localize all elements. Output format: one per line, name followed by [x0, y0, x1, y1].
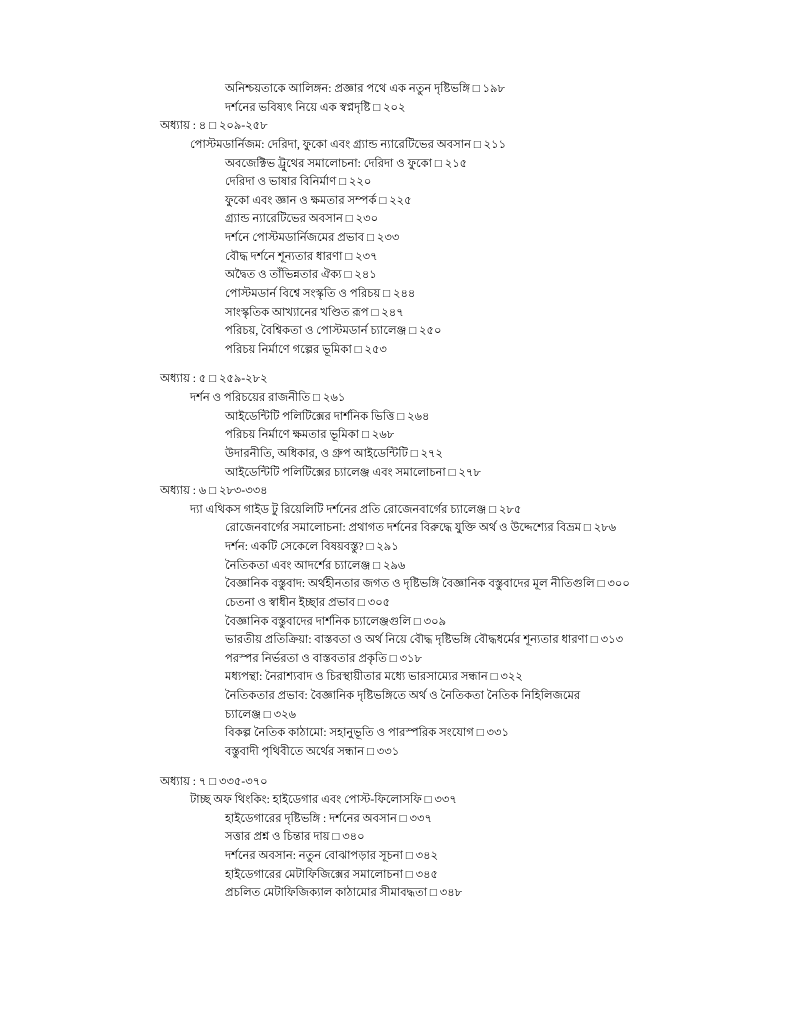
toc-entry: উদারনীতি, অধিকার, ও গ্রুপ আইডেন্টিটি □ ২৭২: [225, 447, 443, 460]
toc-section-title: দর্শন ও পরিচয়ের রাজনীতি □ ২৬১: [190, 392, 346, 404]
toc-chapter-heading: অধ্যায় : ৫ □ ২৫৯-২৮২: [160, 373, 268, 386]
toc-entry: অবজেক্টিভ ট্রুথের সমালোচনা: দেরিদা ও ফুকো □ ২১৫: [225, 157, 468, 170]
toc-chapter-heading: অধ্যায় : ৬ □ ২৮৩-৩৩৪: [160, 485, 268, 498]
toc-entry: পরিচয়, বৈশ্বিকতা ও পোস্টমডার্ন চ্যালেঞ্জ □ ২৫০: [225, 325, 442, 338]
toc-entry: চ্যালেঞ্জ □ ৩২৬: [225, 708, 297, 721]
toc-entry: বৌদ্ধ দর্শনে শূন্যতার ধারণা □ ২৩৭: [225, 250, 378, 263]
toc-section-title: দ্যা এথিকস গাইড টু রিয়েলিটি দর্শনের প্রতি রোজেনবার্গের চ্যালেঞ্জ □ ২৮৫: [190, 503, 522, 516]
toc-entry: অনিশ্চয়তাকে আলিঙ্গন: প্রজ্ঞার পথে এক নতুন দৃষ্টিভঙ্গি □ ১৯৮: [225, 83, 505, 95]
toc-entry: প্রচলিত মেটাফিজিক্যাল কাঠামোর সীমাবদ্ধতা □ ৩৪৮: [225, 887, 463, 900]
toc-entry: পরস্পর নির্ভরতা ও বাস্তবতার প্রকৃতি □ ৩১৮: [225, 652, 422, 665]
toc-entry: ফুকো এবং জ্ঞান ও ক্ষমতার সম্পর্ক □ ২২৫: [225, 194, 412, 207]
toc-entry: মধ্যপন্থা: নৈরাশ্যবাদ ও চিরস্থায়ীতার মধ্যে ভারসাম্যের সন্ধান □ ৩২২: [225, 671, 523, 684]
toc-entry: দর্শনে পোস্টমডার্নিজমের প্রভাব □ ২৩৩: [225, 232, 400, 244]
toc-entry: পরিচয় নির্মাণে ক্ষমতার ভূমিকা □ ২৬৮: [225, 429, 395, 442]
toc-entry: দেরিদা ও ভাষার বিনির্মাণ □ ২২০: [225, 176, 372, 189]
toc-entry: দর্শনের অবসান: নতুন বোঝাপড়ার সূচনা □ ৩৪২: [225, 850, 439, 862]
toc-entry: বৈজ্ঞানিক বস্তুবাদ: অর্থহীনতার জগত ও দৃষ্টিভঙ্গি বৈজ্ঞানিক বস্তুবাদের মূল নীতিগুলি □ ৩০০: [225, 578, 630, 591]
toc-entry: বৈজ্ঞানিক বস্তুবাদের দার্শনিক চ্যালেঞ্জগুলি □ ৩০৯: [225, 615, 447, 628]
toc-entry: অদ্বৈত ও তাঁভিন্নতার ঐক্য □ ২৪১: [225, 269, 377, 282]
toc-entry: সত্তার প্রশ্ন ও চিন্তার দায় □ ৩৪০: [225, 831, 365, 844]
toc-entry: দর্শনের ভবিষ্যৎ নিয়ে এক স্বপ্নদৃষ্টি □ ২০২: [225, 101, 406, 114]
toc-chapter-heading: অধ্যায় : ৭ □ ৩৩৫-৩৭০: [160, 775, 268, 788]
toc-entry: নৈতিকতার প্রভাব: বৈজ্ঞানিক দৃষ্টিভঙ্গিতে অর্থ ও নৈতিকতা নৈতিক নিহিলিজমের: [225, 690, 581, 702]
toc-entry: বস্তুবাদী পৃথিবীতে অর্থের সন্ধান □ ৩৩১: [225, 745, 400, 758]
toc-entry: পোস্টমডার্ন বিশ্বে সংস্কৃতি ও পরিচয় □ ২৪৪: [225, 287, 416, 300]
toc-chapter-heading: অধ্যায় : ৪ □ ২০৯-২৫৮: [160, 120, 268, 133]
toc-entry: দর্শন: একটি সেকেলে বিষয়বস্তু? □ ২৯১: [225, 541, 399, 553]
toc-entry: চেতনা ও স্বাধীন ইচ্ছার প্রভাব □ ৩০৫: [225, 596, 391, 609]
toc-entry: হাইডেগারের দৃষ্টিভঙ্গি : দর্শনের অবসান □ ৩৩৭: [225, 812, 432, 825]
table-of-contents: [60, 80, 731, 903]
toc-entry: গ্র্যান্ড ন্যারেটিভের অবসান □ ২৩০: [225, 213, 379, 226]
toc-section-title: টাচ্ছ অফ থিংকিং: হাইডেগার এবং পোস্ট-ফিলোসফি □ ৩৩৭: [190, 794, 457, 807]
toc-entry: সাংস্কৃতিক আখ্যানের খণ্ডিত রূপ □ ২৪৭: [225, 306, 404, 319]
toc-entry: বিকল্প নৈতিক কাঠামো: সহানুভূতি ও পারস্পরিক সংযোগ □ ৩৩১: [225, 727, 509, 740]
toc-entry: নৈতিকতা এবং আদর্শের চ্যালেঞ্জ □ ২৯৬: [225, 559, 406, 572]
toc-entry: ভারতীয় প্রতিক্রিয়া: বাস্তবতা ও অর্থ নিয়ে বৌদ্ধ দৃষ্টিভঙ্গি বৌদ্ধধর্মের শূন্যতার ধারণা □ ৩১৩: [225, 634, 624, 647]
toc-section-title: পোস্টমডার্নিজম: দেরিদা, ফুকো এবং গ্র্যান্ড ন্যারেটিভের অবসান □ ২১১: [190, 138, 507, 151]
toc-entry: হাইডেগারের মেটাফিজিক্সের সমালোচনা □ ৩৪৫: [225, 868, 439, 881]
toc-entry: পরিচয় নির্মাণে গল্পের ভূমিকা □ ২৫৩: [225, 343, 387, 356]
toc-entry: আইডেন্টিটি পলিটিক্সের চ্যালেঞ্জ এবং সমালোচনা □ ২৭৮: [225, 466, 481, 479]
toc-entry: আইডেন্টিটি পলিটিক্সের দার্শনিক ভিত্তি □ ২৬৪: [225, 410, 430, 423]
toc-entry: রোজেনবার্গের সমালোচনা: প্রথাগত দর্শনের বিরুদ্ধে যুক্তি অর্থ ও উদ্দেশ্যের বিভ্রম □ ২৮৬: [225, 522, 617, 535]
